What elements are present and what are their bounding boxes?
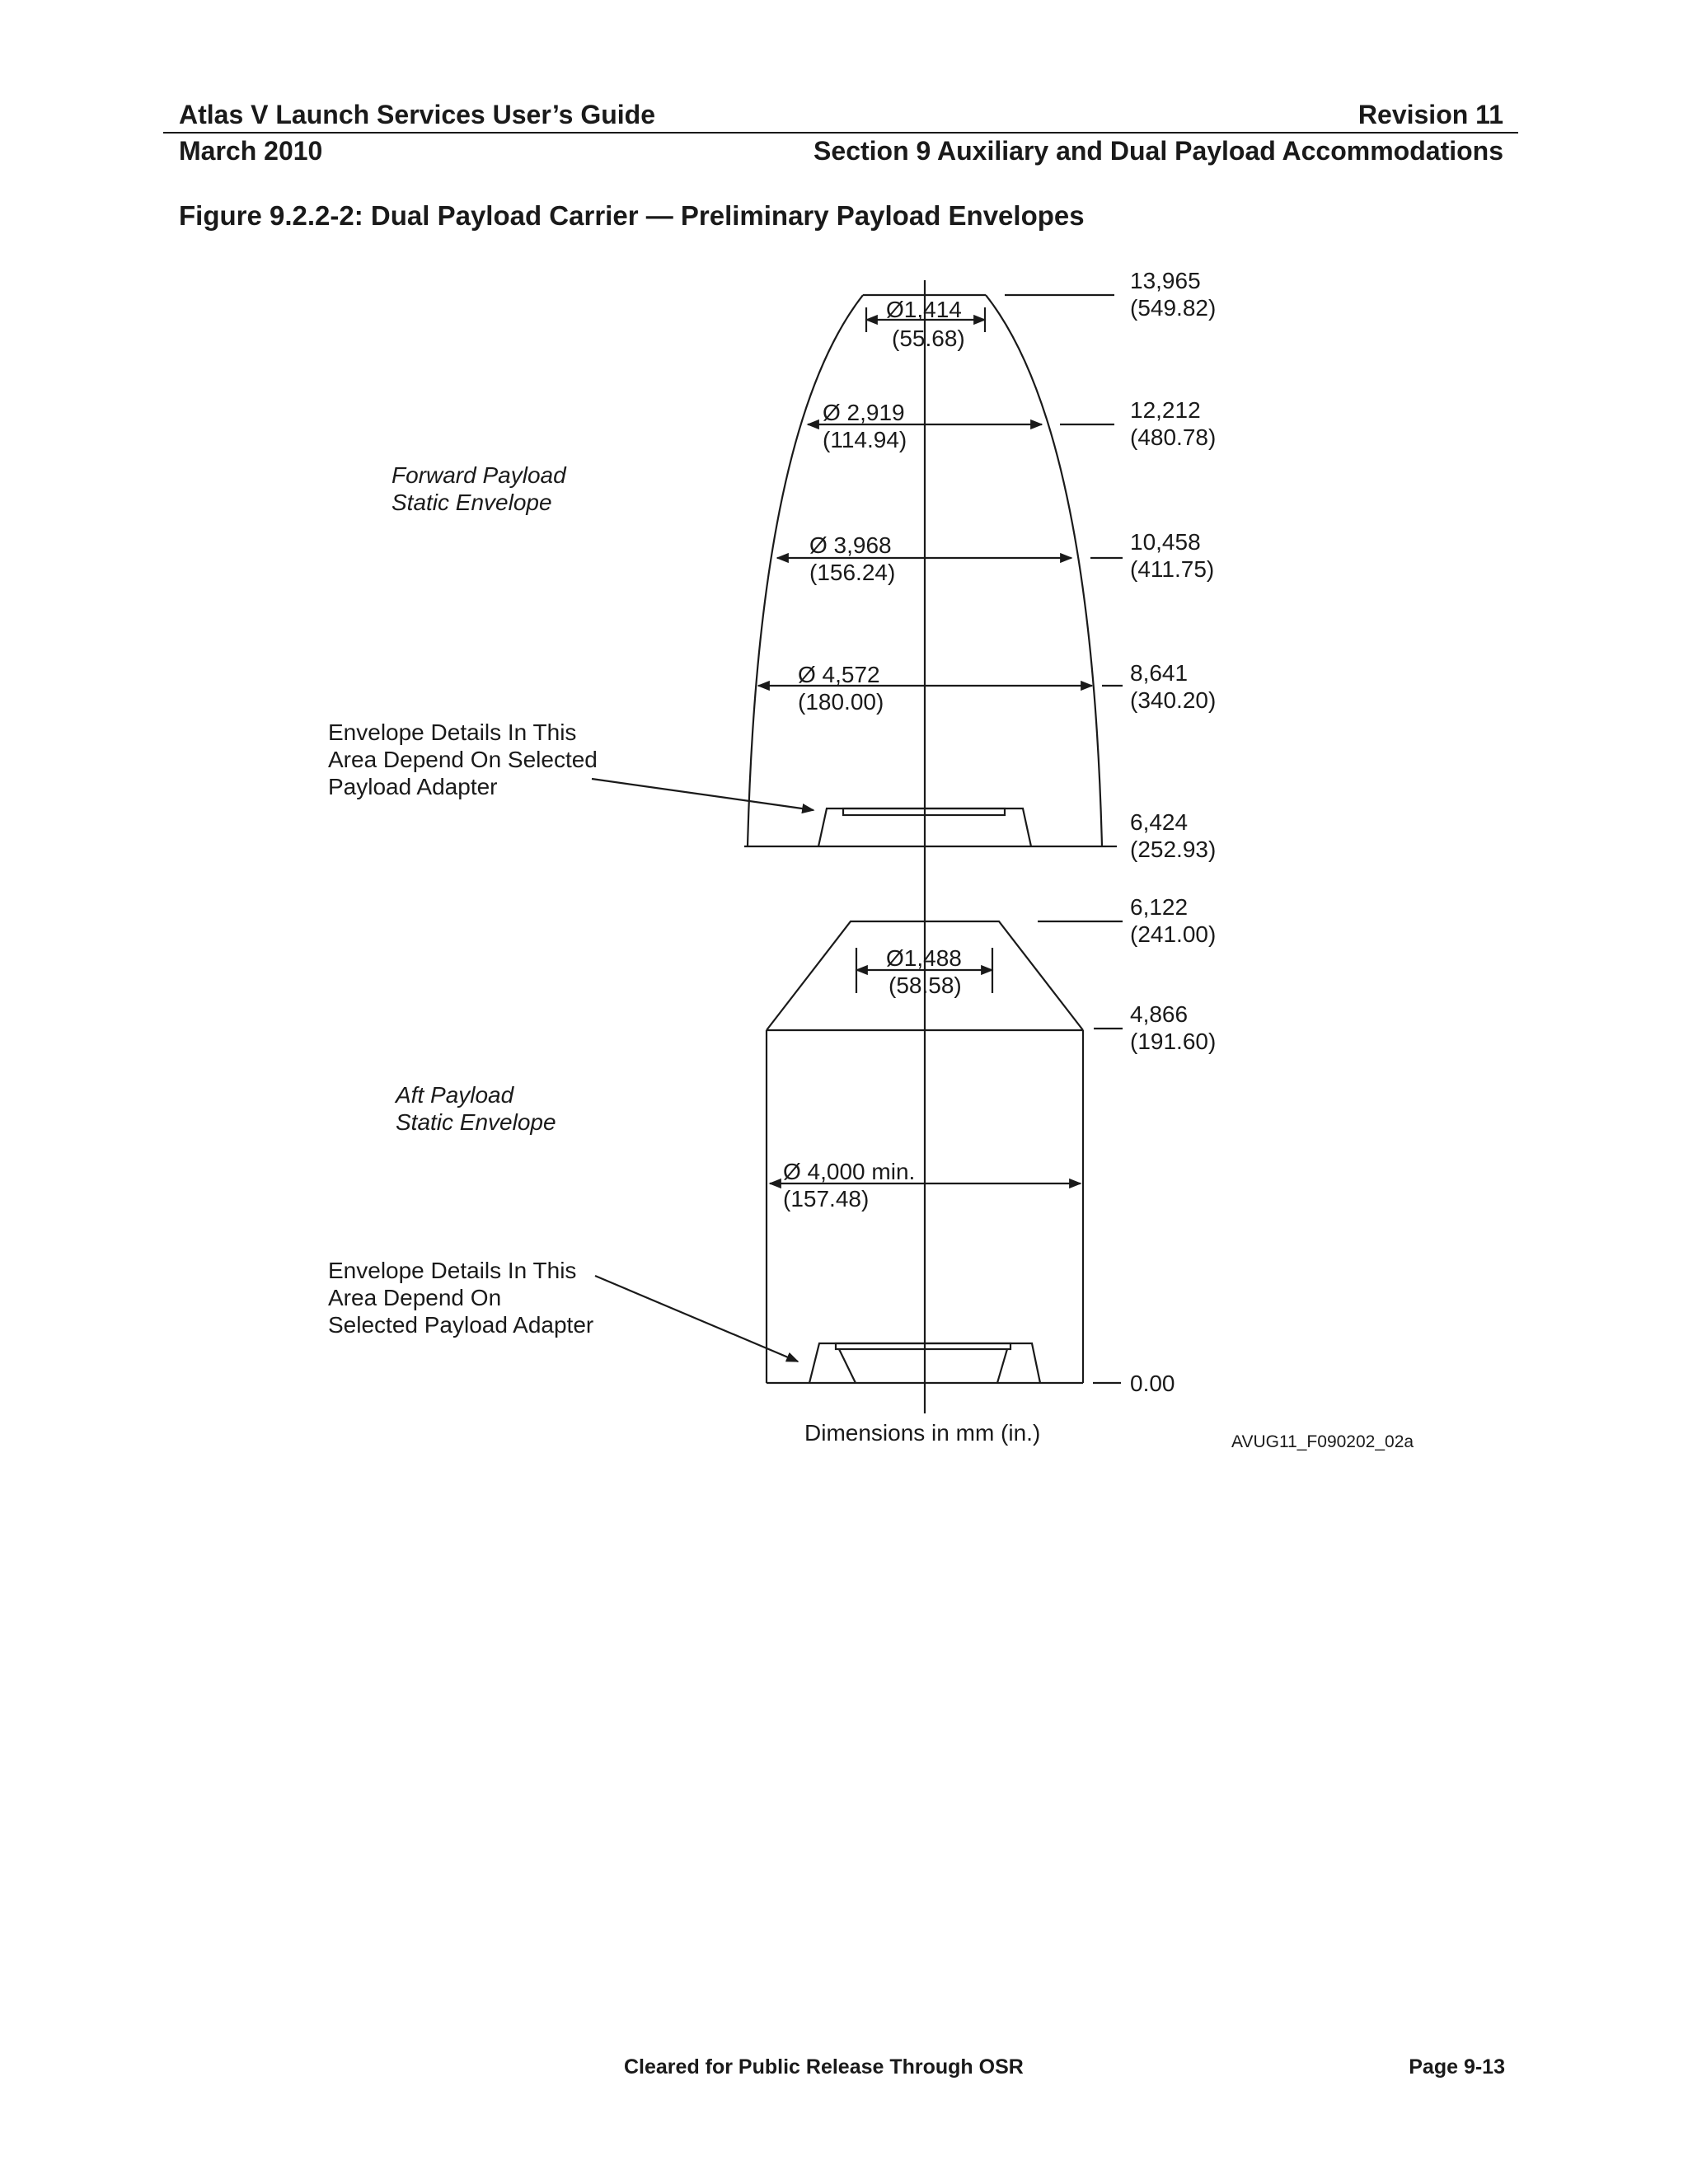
note-forward-arrow: [592, 779, 814, 810]
forward-envelope-right: [986, 295, 1102, 846]
aft-adapter-strut-left: [839, 1349, 856, 1383]
dia-label-in: (180.00): [798, 689, 884, 715]
forward-envelope-label: Static Envelope: [392, 490, 552, 515]
dia-label-in: (114.94): [823, 427, 907, 452]
note-forward-line: Payload Adapter: [328, 774, 498, 799]
figure-title: Figure 9.2.2-2: Dual Payload Carrier — Preliminary Payload Envelopes: [179, 200, 1085, 231]
doc-title: Atlas V Launch Services User’s Guide: [179, 100, 656, 129]
note-aft-line: Envelope Details In This: [328, 1258, 577, 1283]
station-label-in: (411.75): [1130, 556, 1215, 582]
aft-adapter-strut-right: [997, 1349, 1007, 1383]
forward-envelope-label: Forward Payload: [392, 462, 566, 488]
station-label-mm: 8,641: [1130, 660, 1189, 686]
dia-label-mm: Ø1,414: [886, 297, 962, 322]
dia-label-mm: Ø 4,000 min.: [783, 1159, 916, 1184]
station-label-in: (480.78): [1130, 424, 1217, 450]
station-label-mm: 0.00: [1130, 1371, 1175, 1396]
release-note: Cleared for Public Release Through OSR: [624, 2055, 1024, 2079]
station-label-mm: 6,122: [1130, 894, 1189, 920]
section-title: Section 9 Auxiliary and Dual Payload Accommodations: [814, 136, 1503, 166]
aft-adapter-ring: [836, 1343, 1010, 1349]
station-label-mm: 10,458: [1130, 529, 1201, 555]
page-number: Page 9-13: [1409, 2055, 1505, 2079]
station-label-mm: 4,866: [1130, 1001, 1189, 1027]
station-label-in: (252.93): [1130, 837, 1217, 862]
station-label-mm: 13,965: [1130, 268, 1201, 293]
station-label-mm: 12,212: [1130, 397, 1201, 423]
dia-label-mm: Ø 2,919: [823, 400, 905, 425]
aft-envelope-label: Static Envelope: [396, 1109, 556, 1135]
dia-label-in: (156.24): [809, 560, 896, 585]
station-label-mm: 6,424: [1130, 809, 1189, 835]
dia-label-in: (157.48): [783, 1186, 870, 1212]
note-forward-line: Area Depend On Selected: [328, 747, 598, 772]
note-aft-line: Selected Payload Adapter: [328, 1312, 594, 1338]
figure-id: AVUG11_F090202_02a: [1231, 1432, 1414, 1451]
aft-envelope-label: Aft Payload: [396, 1082, 514, 1108]
revision: Revision 11: [1357, 100, 1503, 129]
station-label-in: (549.82): [1130, 295, 1217, 321]
station-label-in: (191.60): [1130, 1029, 1217, 1054]
station-label-in: (340.20): [1130, 687, 1217, 713]
dia-label-mm: Ø 3,968: [809, 532, 892, 558]
doc-date: March 2010: [179, 136, 323, 166]
units-note: Dimensions in mm (in.): [804, 1420, 1041, 1446]
dia-label-in: (55.68): [892, 326, 965, 351]
station-label-in: (241.00): [1130, 921, 1217, 947]
dia-label-mm: Ø1,488: [886, 945, 962, 971]
dia-label-mm: Ø 4,572: [798, 662, 880, 687]
note-aft-line: Area Depend On: [328, 1285, 502, 1310]
dia-label-in: (58.58): [889, 972, 962, 998]
note-forward-line: Envelope Details In This: [328, 719, 577, 745]
